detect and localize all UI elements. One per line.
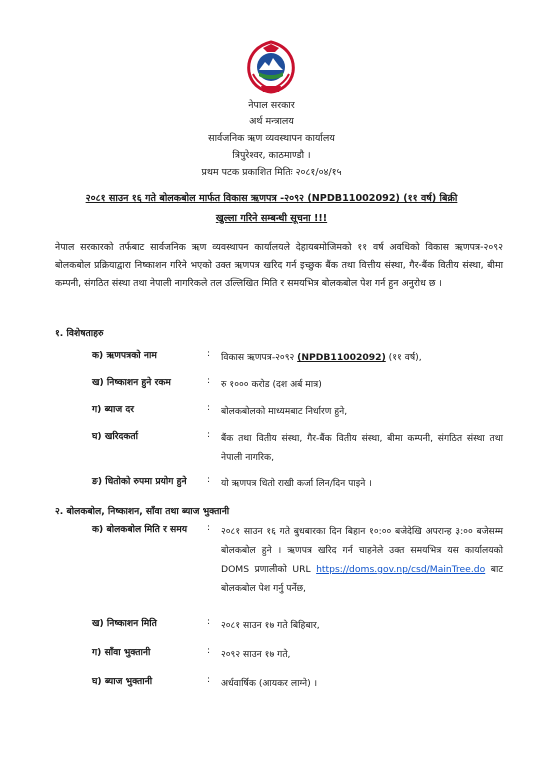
notice-title-line1: २०८१ साउन १६ गते बोलकबोल मार्फत विकास ऋणपत्र -२०९२ (NPDB11002092) (११ वर्ष) बिक्री [85, 193, 458, 204]
auction-value: २०८१ साउन १७ गते बिहिबार, [221, 620, 320, 631]
spec-value: बैंक तथा वितीय संस्था, गैर-बैंक वितीय संस्था, बीमा कम्पनी, संगठित संस्था तथा नेपाली नागरिक, [221, 433, 503, 463]
spec-value: विकास ऋणपत्र-२०९२ (NPDB11002092) (११ वर्ष), [221, 352, 422, 363]
header-government: नेपाल सरकार [248, 100, 295, 111]
colon: : [207, 348, 211, 359]
colon: : [207, 522, 211, 533]
header-office: सार्वजनिक ऋण व्यवस्थापन कार्यालय [208, 133, 335, 144]
auction-value: २०८१ साउन १६ गते बुधबारका दिन बिहान १०:०० बजेदेखि अपरान्ह ३:०० बजेसम्म बोलकबोल हुने । ऋणपत्र खरिद गर्न चाहनेले उक्त समयभित्र यस कार्यालयको DOMS प्रणालीको URL https://doms.gov.np/csd/MainTree.do बाट बोलकबोल पेश गर्नु पर्नेछ, [221, 526, 503, 594]
colon: : [207, 429, 211, 440]
header-ministry: अर्थ मन्त्रालय [249, 116, 294, 127]
section-1-heading: १. विशेषताहरु [55, 328, 104, 339]
section-2-heading: २. बोलकबोल, निष्काशन, साँवा तथा ब्याज भुक्तानी [55, 506, 230, 517]
auction-label: घ) ब्याज भुक्तानी [92, 676, 153, 687]
spec-label: ग) ब्याज दर [92, 404, 135, 415]
colon: : [207, 402, 211, 413]
header-published-date: प्रथम पटक प्रकाशित मितिः २०८१/०४/१५ [201, 167, 342, 178]
auction-value: अर्धवार्षिक (आयकर लाग्ने) । [221, 678, 318, 689]
spec-label: क) ऋणपत्रको नाम [92, 350, 157, 361]
doms-url-link[interactable]: https://doms.gov.np/csd/MainTree.do [316, 564, 486, 575]
colon: : [207, 674, 211, 685]
auction-label: ख) निष्काशन मिति [92, 618, 157, 629]
nepal-emblem-icon [241, 40, 301, 94]
header-address: त्रिपुरेश्वर, काठमाण्डौ । [232, 150, 311, 161]
auction-label: क) बोलकबोल मिति र समय [92, 524, 188, 535]
colon: : [207, 474, 211, 485]
spec-value: रु १००० करोड (दश अर्ब मात्र) [221, 379, 322, 390]
colon: : [207, 645, 211, 656]
notice-title-line2: खुल्ला गरिने सम्बन्धी सूचना !!! [215, 213, 328, 224]
spec-value: बोलकबोलको माध्यमबाट निर्धारण हुने, [221, 406, 348, 417]
intro-paragraph: नेपाल सरकारको तर्फबाट सार्वजनिक ऋण व्यवस्थापन कार्यालयले देहायबमोजिमको ११ वर्ष अवधिको विकास ऋणपत्र-२०९२ बोलकबोल प्रक्रियाद्वारा निष्काशन गरिने भएको उक्त ऋणपत्र खरिद गर्न इच्छुक बैंक तथा वित्तीय संस्था, गैर-बैंक वितीय संस्था, बीमा कम्पनी, संगठित संस्था तथा नेपाली नागरिकले तल उल्लिखित मिति र समयभित्र बोलकबोल पेश गर्न हुन अनुरोध छ । [55, 242, 503, 289]
colon: : [207, 616, 211, 627]
spec-label: ख) निष्काशन हुने रकम [92, 377, 171, 388]
colon: : [207, 375, 211, 386]
spec-value: यो ऋणपत्र धितो राखी कर्जा लिन/दिन पाइने । [221, 478, 372, 489]
auction-label: ग) साँवा भुक्तानी [92, 647, 151, 658]
spec-label: घ) खरिदकर्ता [92, 431, 139, 442]
auction-value: २०९२ साउन १७ गते, [221, 649, 291, 660]
spec-label: ङ) धितोको रुपमा प्रयोग हुने [92, 476, 187, 487]
